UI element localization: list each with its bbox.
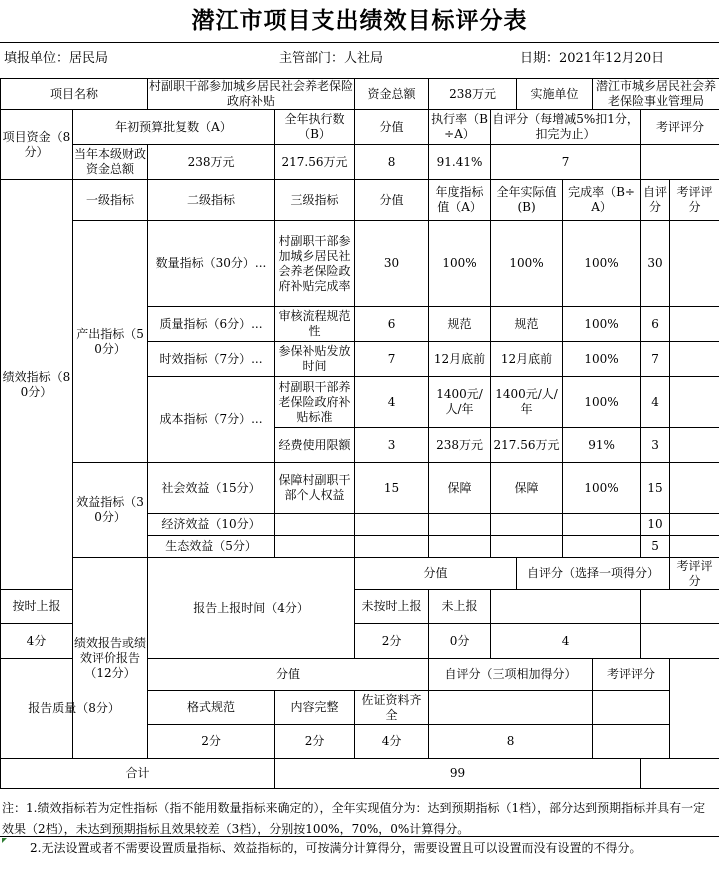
project-name-label: 项目名称	[1, 79, 148, 110]
perf-review	[670, 377, 719, 428]
perf-h-score: 分值	[355, 180, 429, 221]
perf-rate: 91%	[563, 428, 641, 463]
project-name-value: 村副职干部参加城乡居民社会养老保险政府补贴	[149, 79, 354, 108]
perf-lvl3: 经费使用限额	[275, 428, 355, 463]
perf-score: 30	[355, 221, 429, 307]
report-quality-pts3: 4分	[355, 725, 429, 759]
perf-h-rate: 完成率（B÷A）	[563, 180, 641, 221]
perf-actual: 保障	[491, 463, 563, 514]
perf-target: 12月底前	[429, 342, 491, 377]
report-quality-score-head: 分值	[148, 659, 429, 691]
perf-lvl3: 审核流程规范性	[275, 307, 355, 342]
perf-actual: 100%	[491, 221, 563, 307]
funds-section-label: 项目资金（8分）	[1, 110, 73, 180]
perf-review	[670, 463, 719, 514]
implementing-unit-label: 实施单位	[517, 79, 593, 110]
perf-self: 10	[641, 514, 670, 536]
evaluation-table	[0, 78, 719, 789]
funds-budget: 238万元	[148, 145, 275, 180]
note-1: 注：1.绩效指标若为定性指标（指不能用数量指标来确定的），全年实现值分为：达到预期指标（1档），部分达到预期指标并具有一定效果（2档），未达到预期指标且效果较差（3档），分别按100%，70%，0%计算得分。	[2, 801, 706, 836]
perf-h-actual: 全年实际值(B)	[491, 180, 563, 221]
funds-row-label: 当年本级财政资金总额	[73, 145, 148, 180]
perf-lvl3	[275, 536, 355, 558]
supervising-department: 主管部门：人社局	[279, 51, 384, 66]
perf-self: 4	[641, 377, 670, 428]
funds-rate: 91.41%	[429, 145, 491, 180]
funds-col-budget: 年初预算批复数（A）	[73, 110, 275, 145]
perf-rate: 100%	[563, 221, 641, 307]
perf-h-lvl1: 一级指标	[73, 180, 148, 221]
report-time-review	[641, 624, 719, 659]
report-date: 日期：2021年12月20日	[520, 51, 665, 66]
report-quality-pts1: 2分	[148, 725, 275, 759]
perf-lvl2: 时效指标（7分）...	[148, 342, 275, 377]
perf-lvl2: 数量指标（30分）...	[148, 221, 275, 307]
perf-h-review: 考评评分	[670, 180, 719, 221]
perf-target: 238万元	[429, 428, 491, 463]
perf-lvl3: 参保补贴发放时间	[275, 342, 355, 377]
perf-rate: 100%	[563, 342, 641, 377]
perf-review	[670, 221, 719, 307]
note-2: 2.无法设置或者不需要设置质量指标、效益指标的，可按满分计算得分，需要设置且可以设置而没有设置的不得分。	[30, 841, 642, 855]
perf-score	[355, 514, 429, 536]
report-time-opt1: 按时上报	[1, 590, 73, 624]
funds-header-row	[1, 110, 719, 145]
page-title: 潜江市项目支出绩效目标评分表	[191, 7, 528, 34]
funds-col-rate: 执行率（B÷A）	[429, 110, 491, 145]
report-time-label: 报告上报时间（4分）	[148, 558, 355, 659]
perf-lvl3: 保障村副职干部个人权益	[275, 463, 355, 514]
perf-score: 7	[355, 342, 429, 377]
perf-self: 5	[641, 536, 670, 558]
perf-section-label: 绩效指标（80分）	[1, 180, 73, 590]
perf-actual	[491, 536, 563, 558]
report-quality-self-head: 自评分（三项相加得分）	[429, 659, 593, 691]
perf-review	[670, 342, 719, 377]
report-section-label: 绩效报告或绩效评价报告（12分）	[73, 558, 148, 759]
funds-score: 8	[355, 145, 429, 180]
report-quality-pts2: 2分	[275, 725, 355, 759]
perf-target: 保障	[429, 463, 491, 514]
report-quality-review-blank	[593, 691, 670, 725]
perf-actual: 12月底前	[491, 342, 563, 377]
perf-self: 6	[641, 307, 670, 342]
perf-lvl2: 成本指标（7分）...	[148, 377, 275, 463]
perf-score: 3	[355, 428, 429, 463]
funds-col-score: 分值	[355, 110, 429, 145]
perf-rate	[563, 514, 641, 536]
report-quality-label: 报告质量（8分）	[1, 659, 148, 759]
report-quality-self: 8	[429, 725, 593, 759]
report-time-opt2: 未按时上报	[355, 590, 429, 624]
fund-total-value: 238万元	[429, 79, 517, 110]
perf-row	[1, 463, 719, 514]
report-time-score-head: 分值	[355, 558, 517, 590]
perf-lvl2: 社会效益（15分）	[148, 463, 275, 514]
perf-rate: 100%	[563, 463, 641, 514]
perf-lvl2: 生态效益（5分）	[148, 536, 275, 558]
report-time-pts3: 0分	[429, 624, 491, 659]
perf-target: 1400元/人/年	[429, 377, 491, 428]
funds-self: 7	[491, 145, 641, 180]
report-quality-opt2: 内容完整	[275, 691, 355, 725]
perf-review	[670, 536, 719, 558]
report-time-review-head: 考评评分	[670, 558, 719, 590]
perf-score	[355, 536, 429, 558]
perf-row	[1, 221, 719, 307]
perf-rate	[563, 536, 641, 558]
perf-rate: 100%	[563, 377, 641, 428]
output-indicator-label: 产出指标（50分）	[73, 221, 148, 463]
report-time-pts2: 2分	[355, 624, 429, 659]
perf-lvl2: 经济效益（10分）	[148, 514, 275, 536]
perf-lvl3: 村副职干部参加城乡居民社会养老保险政府补贴完成率	[275, 221, 355, 307]
funds-data-row	[1, 145, 719, 180]
funds-col-self: 自评分（每增减5%扣1分，扣完为止）	[491, 110, 641, 145]
perf-h-lvl2: 二级指标	[148, 180, 275, 221]
perf-self: 15	[641, 463, 670, 514]
report-time-pts1: 4分	[1, 624, 73, 659]
report-quality-review	[593, 725, 670, 759]
filing-unit: 填报单位：居民局	[4, 51, 109, 66]
report-time-review-blank	[641, 590, 719, 624]
perf-score: 4	[355, 377, 429, 428]
perf-self: 3	[641, 428, 670, 463]
benefit-indicator-label: 效益指标（30分）	[73, 463, 148, 558]
report-time-opt3: 未上报	[429, 590, 491, 624]
perf-score: 15	[355, 463, 429, 514]
perf-lvl2: 质量指标（6分）...	[148, 307, 275, 342]
report-time-self-blank	[491, 590, 641, 624]
title-divider	[0, 42, 719, 43]
perf-actual: 217.56万元	[491, 428, 563, 463]
perf-review	[670, 514, 719, 536]
perf-self: 30	[641, 221, 670, 307]
note-divider	[0, 836, 719, 837]
perf-review	[670, 307, 719, 342]
report-quality-review-head: 考评评分	[593, 659, 670, 691]
perf-self: 7	[641, 342, 670, 377]
report-quality-opt1: 格式规范	[148, 691, 275, 725]
perf-actual: 规范	[491, 307, 563, 342]
project-row	[1, 79, 719, 110]
total-value: 99	[275, 759, 641, 789]
perf-review	[670, 428, 719, 463]
funds-col-exec: 全年执行数（B）	[275, 110, 355, 145]
total-row	[1, 759, 719, 789]
perf-h-target: 年度指标值（A）	[429, 180, 491, 221]
perf-target: 规范	[429, 307, 491, 342]
report-quality-self-blank	[429, 691, 593, 725]
report-time-self-head: 自评分（选择一项得分）	[517, 558, 670, 590]
fund-total-label: 资金总额	[355, 79, 429, 110]
perf-actual	[491, 514, 563, 536]
implementing-unit-value: 潜江市城乡居民社会养老保险事业管理局	[593, 79, 719, 110]
perf-lvl3: 村副职干部养老保险政府补贴标准	[275, 377, 355, 428]
perf-target	[429, 514, 491, 536]
funds-exec: 217.56万元	[275, 145, 355, 180]
perf-target: 100%	[429, 221, 491, 307]
perf-score: 6	[355, 307, 429, 342]
report-quality-opt3: 佐证资料齐全	[355, 691, 429, 725]
perf-h-self: 自评分	[641, 180, 670, 221]
perf-h-lvl3: 三级指标	[275, 180, 355, 221]
funds-col-review: 考评评分	[641, 110, 719, 145]
perf-header-row	[1, 180, 719, 221]
perf-lvl3	[275, 514, 355, 536]
perf-rate: 100%	[563, 307, 641, 342]
perf-actual: 1400元/人/年	[491, 377, 563, 428]
funds-review	[641, 145, 719, 180]
perf-target	[429, 536, 491, 558]
total-label: 合计	[1, 759, 275, 789]
report-time-self: 4	[491, 624, 641, 659]
total-review	[641, 759, 719, 789]
report-time-head-row	[1, 558, 719, 590]
